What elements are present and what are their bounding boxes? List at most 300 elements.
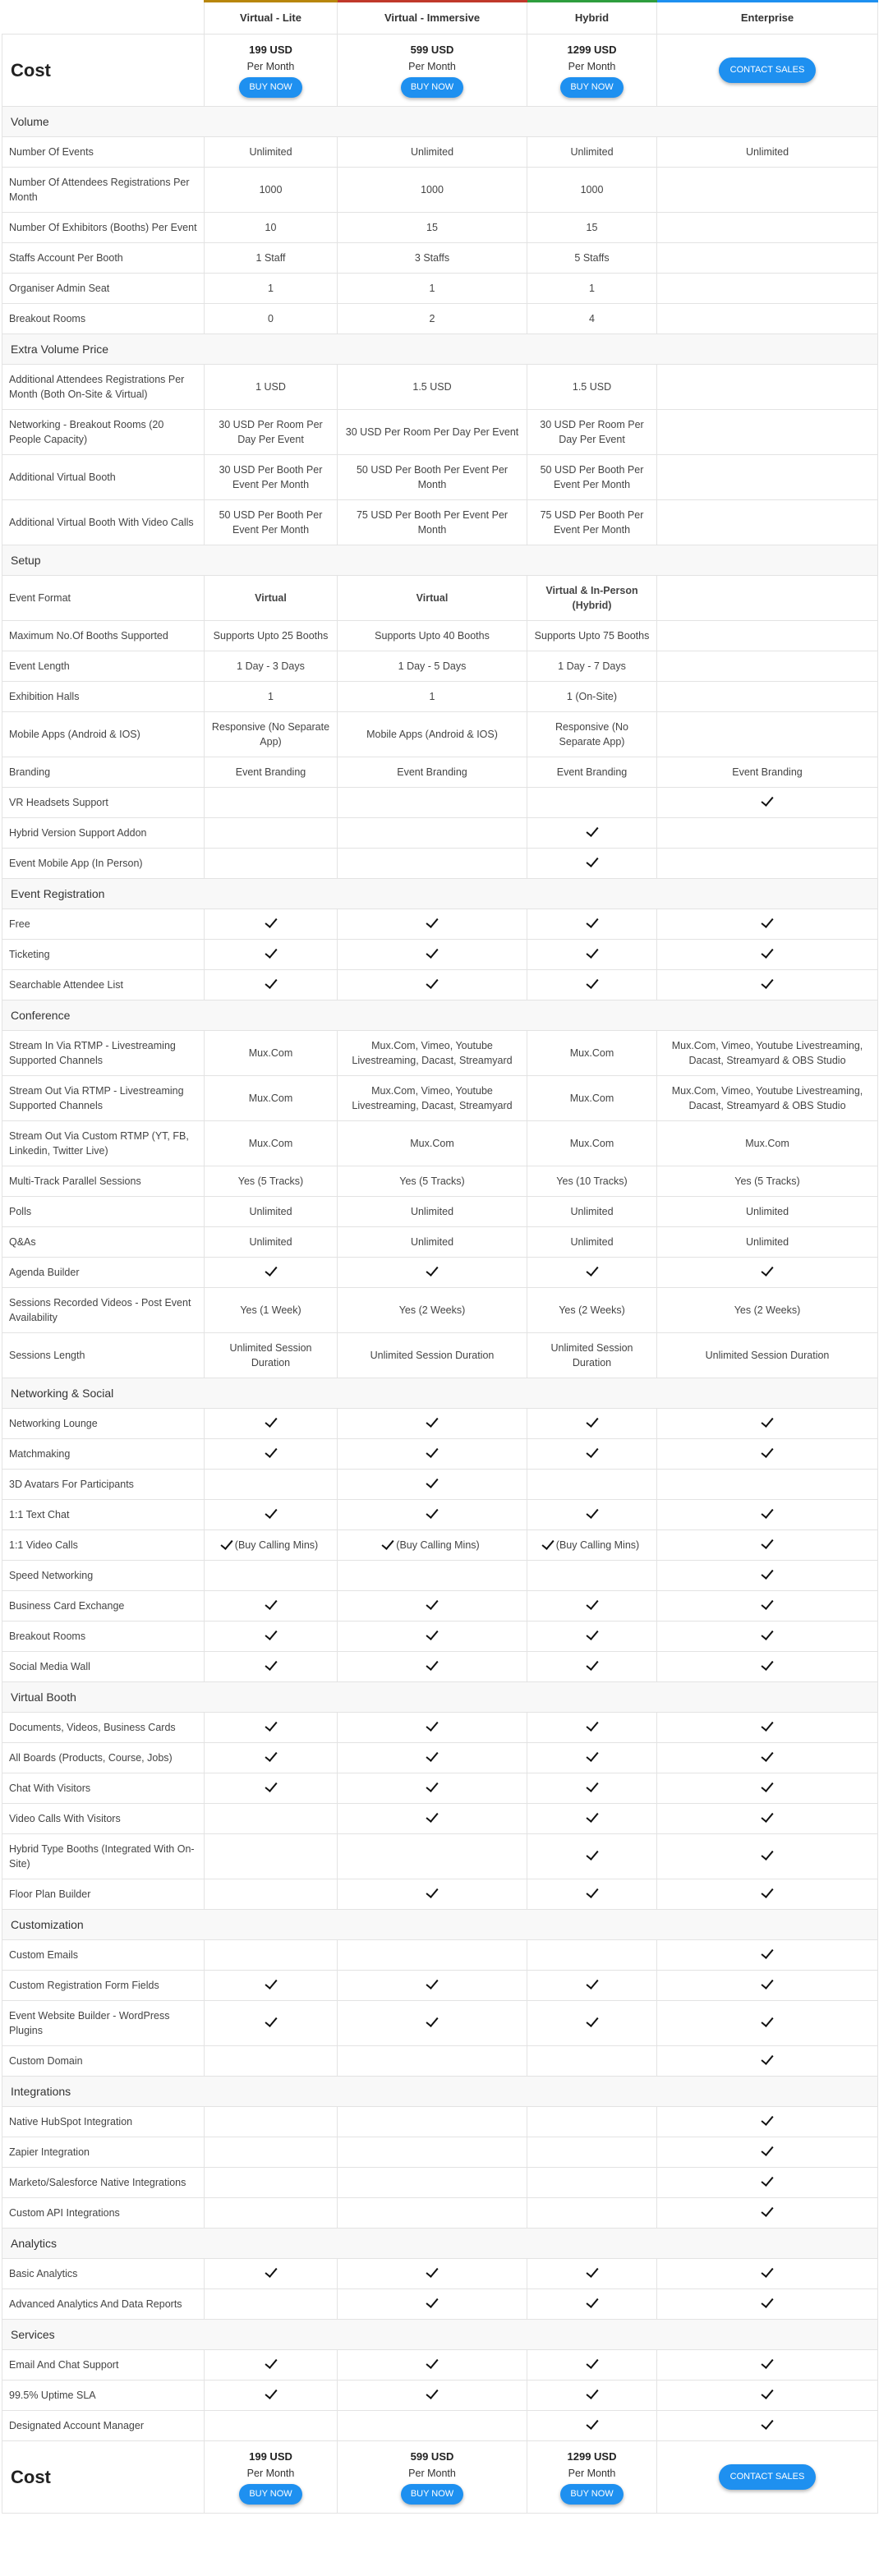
check-icon [586, 854, 598, 867]
feature-value-lite: 1 Day - 3 Days [205, 651, 338, 682]
feature-label: Event Length [2, 651, 205, 682]
cost-row-bottom [2, 2441, 878, 2514]
feature-value-lite [205, 2350, 338, 2380]
check-icon [586, 1810, 598, 1823]
feature-value-hybrid: Unlimited [527, 137, 657, 168]
check-with-note [384, 1538, 479, 1552]
feature-label: Speed Networking [2, 1561, 205, 1591]
feature-label: Number Of Events [2, 137, 205, 168]
feature-value-hybrid [527, 1834, 657, 1879]
feature-row [2, 1773, 878, 1804]
feature-label: Event Mobile App (In Person) [2, 849, 205, 879]
feature-value-hybrid [527, 1258, 657, 1288]
check-icon [541, 1537, 554, 1550]
section-header-row [2, 2077, 878, 2107]
feature-value-immersive [338, 2107, 527, 2137]
check-icon [426, 2356, 438, 2369]
feature-value-lite [205, 818, 338, 849]
feature-label: Advanced Analytics And Data Reports [2, 2289, 205, 2320]
feature-label: Native HubSpot Integration [2, 2107, 205, 2137]
check-icon [586, 1506, 598, 1519]
feature-row [2, 1743, 878, 1773]
feature-value-immersive [338, 1439, 527, 1470]
check-icon [761, 2014, 773, 2027]
feature-value-hybrid [527, 2137, 657, 2168]
feature-value-enterprise [657, 168, 878, 213]
feature-row [2, 2289, 878, 2320]
feature-value-lite [205, 1470, 338, 1500]
buy-now-button-hybrid[interactable]: BUY NOW [560, 2484, 623, 2505]
period-immersive: Per Month [408, 2468, 456, 2479]
feature-value-lite [205, 1500, 338, 1530]
feature-value-immersive: 1000 [338, 168, 527, 213]
check-icon [761, 1885, 773, 1898]
feature-value-immersive [338, 1804, 527, 1834]
feature-row [2, 2168, 878, 2198]
feature-label: Basic Analytics [2, 2259, 205, 2289]
feature-value-enterprise [657, 213, 878, 243]
feature-label: Floor Plan Builder [2, 1879, 205, 1910]
feature-value-lite: Unlimited [205, 1227, 338, 1258]
feature-row [2, 1500, 878, 1530]
section-header-row [2, 879, 878, 909]
check-icon [761, 2052, 773, 2065]
feature-value-hybrid [527, 940, 657, 970]
feature-label: 1:1 Video Calls [2, 1530, 205, 1561]
feature-value-hybrid [527, 2168, 657, 2198]
feature-value-enterprise [657, 1409, 878, 1439]
feature-value-enterprise [657, 682, 878, 712]
check-icon [761, 976, 773, 989]
feature-row [2, 304, 878, 334]
feature-value-enterprise [657, 2168, 878, 2198]
feature-label: Stream Out Via RTMP - Livestreaming Supported Channels [2, 1076, 205, 1121]
feature-value-hybrid [527, 2001, 657, 2046]
section-title: Customization [2, 1910, 878, 1940]
feature-value-immersive [338, 1834, 527, 1879]
feature-label: Exhibition Halls [2, 682, 205, 712]
feature-value-immersive [338, 2380, 527, 2411]
feature-value-hybrid [527, 1743, 657, 1773]
section-title: Event Registration [2, 879, 878, 909]
plan-header-row [2, 2, 878, 34]
feature-row [2, 1713, 878, 1743]
feature-value-hybrid: Yes (10 Tracks) [527, 1166, 657, 1197]
feature-value-hybrid: Responsive (No Separate App) [527, 712, 657, 757]
feature-row [2, 1591, 878, 1622]
feature-value-immersive [338, 1971, 527, 2001]
feature-label: Sessions Recorded Videos - Post Event Availability [2, 1288, 205, 1333]
feature-value-lite [205, 1804, 338, 1834]
buy-now-button-lite[interactable]: BUY NOW [239, 2484, 301, 2505]
feature-value-immersive [338, 2137, 527, 2168]
feature-row [2, 1561, 878, 1591]
feature-value-lite: Unlimited [205, 1197, 338, 1227]
feature-row [2, 1834, 878, 1879]
feature-row [2, 651, 878, 682]
feature-value-hybrid [527, 1879, 657, 1910]
check-icon [426, 1810, 438, 1823]
feature-value-lite: 1 Staff [205, 243, 338, 274]
feature-value-hybrid [527, 849, 657, 879]
feature-value-enterprise [657, 274, 878, 304]
feature-value-hybrid: Unlimited [527, 1227, 657, 1258]
feature-value-lite [205, 1652, 338, 1682]
feature-value-enterprise [657, 788, 878, 818]
check-with-note [223, 1538, 318, 1552]
feature-label: Branding [2, 757, 205, 788]
feature-value-lite: Mux.Com [205, 1076, 338, 1121]
feature-value-hybrid: Unlimited [527, 1197, 657, 1227]
feature-value-hybrid: 1 (On-Site) [527, 682, 657, 712]
check-icon [265, 1976, 277, 1990]
feature-label: Networking - Breakout Rooms (20 People Capacity) [2, 410, 205, 455]
check-icon [426, 976, 438, 989]
feature-value-immersive [338, 1470, 527, 1500]
feature-row [2, 909, 878, 940]
check-icon [426, 1885, 438, 1898]
feature-value-immersive [338, 2411, 527, 2441]
feature-row [2, 576, 878, 621]
check-icon [586, 1718, 598, 1732]
feature-label: Custom API Integrations [2, 2198, 205, 2229]
feature-row [2, 1076, 878, 1121]
feature-value-enterprise: Unlimited [657, 137, 878, 168]
check-icon [265, 2265, 277, 2278]
feature-label: Additional Attendees Registrations Per Month (Both On-Site & Virtual) [2, 365, 205, 410]
feature-value-lite: Mux.Com [205, 1121, 338, 1166]
cost-cell-lite [205, 34, 338, 107]
feature-value-immersive [338, 2198, 527, 2229]
feature-label: Maximum No.Of Booths Supported [2, 621, 205, 651]
feature-value-immersive: 1 [338, 274, 527, 304]
section-title: Conference [2, 1000, 878, 1031]
feature-row [2, 2350, 878, 2380]
cost-cell-enterprise [657, 2441, 878, 2514]
cost-row-top [2, 34, 878, 107]
check-icon [426, 1749, 438, 1762]
feature-value-immersive: 3 Staffs [338, 243, 527, 274]
feature-value-lite [205, 2001, 338, 2046]
check-icon [761, 2113, 773, 2126]
feature-value-enterprise [657, 1591, 878, 1622]
section-header-row [2, 1910, 878, 1940]
price-immersive: 599 USD [410, 44, 454, 56]
section-title: Virtual Booth [2, 1682, 878, 1713]
section-header-row [2, 545, 878, 576]
feature-label: Additional Virtual Booth [2, 455, 205, 500]
feature-value-enterprise [657, 1743, 878, 1773]
feature-value-enterprise [657, 500, 878, 545]
check-icon [220, 1537, 232, 1550]
feature-row [2, 712, 878, 757]
contact-sales-button[interactable]: CONTACT SALES [719, 58, 817, 83]
feature-value-lite [205, 2107, 338, 2137]
feature-value-enterprise [657, 2107, 878, 2137]
feature-value-enterprise [657, 1470, 878, 1500]
feature-row [2, 2001, 878, 2046]
feature-value-lite: Event Branding [205, 757, 338, 788]
feature-value-hybrid [527, 788, 657, 818]
feature-value-lite [205, 849, 338, 879]
check-icon [761, 2204, 773, 2217]
check-icon [426, 2014, 438, 2027]
check-icon [761, 1718, 773, 1732]
period-lite: Per Month [246, 61, 295, 72]
feature-value-hybrid: 15 [527, 213, 657, 243]
check-icon [761, 1946, 773, 1959]
check-icon [265, 1414, 277, 1428]
feature-value-lite [205, 2411, 338, 2441]
feature-value-enterprise [657, 1258, 878, 1288]
check-icon [761, 945, 773, 959]
feature-value-lite [205, 2168, 338, 2198]
feature-label: Event Website Builder - WordPress Plugins [2, 2001, 205, 2046]
feature-value-lite [205, 1834, 338, 1879]
feature-value-hybrid: Mux.Com [527, 1076, 657, 1121]
feature-value-lite: 1 USD [205, 365, 338, 410]
feature-row [2, 1652, 878, 1682]
feature-value-immersive [338, 970, 527, 1000]
feature-value-enterprise [657, 455, 878, 500]
check-icon [586, 915, 598, 928]
feature-value-immersive: 30 USD Per Room Per Day Per Event [338, 410, 527, 455]
feature-value-immersive [338, 1773, 527, 1804]
feature-value-enterprise [657, 1804, 878, 1834]
feature-value-lite: Virtual [205, 576, 338, 621]
feature-label: Email And Chat Support [2, 2350, 205, 2380]
feature-value-lite: 0 [205, 304, 338, 334]
feature-value-hybrid [527, 1591, 657, 1622]
feature-value-enterprise [657, 1713, 878, 1743]
feature-row [2, 274, 878, 304]
check-icon [761, 915, 773, 928]
check-icon [586, 976, 598, 989]
check-icon [586, 2386, 598, 2399]
price-immersive: 599 USD [410, 2450, 454, 2463]
feature-value-enterprise: Mux.Com [657, 1121, 878, 1166]
feature-value-immersive [338, 1561, 527, 1591]
feature-value-enterprise [657, 576, 878, 621]
period-lite: Per Month [246, 2468, 295, 2479]
feature-value-enterprise: Yes (5 Tracks) [657, 1166, 878, 1197]
check-icon [265, 1779, 277, 1792]
feature-value-immersive: Event Branding [338, 757, 527, 788]
buy-now-button-hybrid[interactable]: BUY NOW [560, 77, 623, 98]
price-hybrid: 1299 USD [567, 2450, 617, 2463]
check-icon [761, 1597, 773, 1610]
feature-label: Video Calls With Visitors [2, 1804, 205, 1834]
feature-value-hybrid [527, 1500, 657, 1530]
check-icon [586, 1847, 598, 1861]
feature-row [2, 1470, 878, 1500]
feature-value-hybrid [527, 2107, 657, 2137]
section-header-row [2, 2229, 878, 2259]
feature-value-enterprise [657, 2198, 878, 2229]
feature-value-enterprise [657, 1879, 878, 1910]
feature-value-lite: Yes (5 Tracks) [205, 1166, 338, 1197]
feature-label: 99.5% Uptime SLA [2, 2380, 205, 2411]
price-lite: 199 USD [249, 44, 292, 56]
feature-value-hybrid [527, 2380, 657, 2411]
feature-value-immersive [338, 1258, 527, 1288]
check-icon [426, 2295, 438, 2308]
feature-value-enterprise [657, 1773, 878, 1804]
feature-row [2, 2107, 878, 2137]
check-note: (Buy Calling Mins) [396, 1539, 480, 1551]
feature-label: Hybrid Version Support Addon [2, 818, 205, 849]
cost-label: Cost [2, 34, 205, 107]
check-icon [761, 1566, 773, 1580]
feature-value-enterprise [657, 2380, 878, 2411]
check-icon [426, 1658, 438, 1671]
feature-value-enterprise [657, 304, 878, 334]
feature-value-immersive [338, 2168, 527, 2198]
check-icon [761, 1658, 773, 1671]
pricing-comparison-table [2, 0, 878, 2514]
buy-now-button-lite[interactable]: BUY NOW [239, 77, 301, 98]
feature-label: Organiser Admin Seat [2, 274, 205, 304]
feature-value-hybrid [527, 1940, 657, 1971]
feature-value-hybrid: 1 [527, 274, 657, 304]
feature-value-enterprise: Unlimited [657, 1227, 878, 1258]
check-icon [265, 2014, 277, 2027]
check-icon [761, 2295, 773, 2308]
feature-value-enterprise [657, 1940, 878, 1971]
feature-value-lite: Responsive (No Separate App) [205, 712, 338, 757]
feature-value-lite [205, 1561, 338, 1591]
feature-value-lite [205, 2380, 338, 2411]
feature-label: All Boards (Products, Course, Jobs) [2, 1743, 205, 1773]
feature-value-immersive: 1 [338, 682, 527, 712]
feature-value-immersive [338, 1530, 527, 1561]
feature-label: Chat With Visitors [2, 1773, 205, 1804]
feature-value-enterprise [657, 1622, 878, 1652]
check-icon [586, 1627, 598, 1640]
plan-header-immersive: Virtual - Immersive [338, 2, 527, 34]
feature-value-immersive [338, 940, 527, 970]
feature-value-hybrid [527, 1409, 657, 1439]
section-title: Extra Volume Price [2, 334, 878, 365]
check-icon [265, 2356, 277, 2369]
feature-row [2, 757, 878, 788]
section-header-row [2, 1378, 878, 1409]
check-icon [586, 1414, 598, 1428]
check-icon [586, 1658, 598, 1671]
feature-label: VR Headsets Support [2, 788, 205, 818]
feature-label: Searchable Attendee List [2, 970, 205, 1000]
feature-value-enterprise [657, 1500, 878, 1530]
feature-value-enterprise [657, 365, 878, 410]
feature-value-enterprise: Mux.Com, Vimeo, Youtube Livestreaming, Dacast, Streamyard & OBS Studio [657, 1076, 878, 1121]
feature-row [2, 1971, 878, 2001]
check-icon [761, 2265, 773, 2278]
check-icon [426, 915, 438, 928]
feature-value-lite [205, 1713, 338, 1743]
feature-value-immersive [338, 818, 527, 849]
check-icon [586, 2295, 598, 2308]
feature-value-hybrid [527, 2259, 657, 2289]
feature-value-immersive [338, 1652, 527, 1682]
feature-label: Marketo/Salesforce Native Integrations [2, 2168, 205, 2198]
feature-value-lite [205, 2046, 338, 2077]
feature-value-hybrid: 75 USD Per Booth Per Event Per Month [527, 500, 657, 545]
feature-value-hybrid [527, 1713, 657, 1743]
section-title: Setup [2, 545, 878, 576]
feature-value-immersive: Unlimited [338, 1197, 527, 1227]
feature-value-hybrid [527, 1561, 657, 1591]
feature-value-immersive: 2 [338, 304, 527, 334]
check-icon [586, 1779, 598, 1792]
feature-row [2, 1258, 878, 1288]
feature-value-immersive [338, 2001, 527, 2046]
feature-label: Q&As [2, 1227, 205, 1258]
check-icon [761, 2417, 773, 2430]
check-icon [426, 1263, 438, 1276]
check-icon [265, 2386, 277, 2399]
feature-label: Number Of Attendees Registrations Per Month [2, 168, 205, 213]
check-icon [761, 1779, 773, 1792]
feature-row [2, 849, 878, 879]
feature-value-hybrid [527, 818, 657, 849]
check-icon [265, 1263, 277, 1276]
check-icon [265, 1749, 277, 1762]
feature-value-lite [205, 2259, 338, 2289]
feature-value-lite [205, 940, 338, 970]
feature-value-enterprise: Unlimited Session Duration [657, 1333, 878, 1378]
feature-row [2, 137, 878, 168]
feature-value-enterprise [657, 2411, 878, 2441]
cost-label: Cost [2, 2441, 205, 2514]
feature-value-hybrid: Supports Upto 75 Booths [527, 621, 657, 651]
feature-value-enterprise [657, 2046, 878, 2077]
feature-value-lite: Yes (1 Week) [205, 1288, 338, 1333]
feature-value-lite: Mux.Com [205, 1031, 338, 1076]
section-title: Analytics [2, 2229, 878, 2259]
feature-row [2, 213, 878, 243]
check-icon [761, 2386, 773, 2399]
feature-value-hybrid: Event Branding [527, 757, 657, 788]
feature-value-enterprise [657, 1652, 878, 1682]
feature-value-immersive [338, 1940, 527, 1971]
feature-row [2, 2046, 878, 2077]
feature-value-immersive [338, 849, 527, 879]
feature-label: Number Of Exhibitors (Booths) Per Event [2, 213, 205, 243]
feature-value-enterprise [657, 1530, 878, 1561]
check-icon [426, 1597, 438, 1610]
feature-label: Stream Out Via Custom RTMP (YT, FB, Linkedin, Twitter Live) [2, 1121, 205, 1166]
buy-now-button-immersive[interactable]: BUY NOW [401, 2484, 463, 2505]
feature-value-lite: Unlimited [205, 137, 338, 168]
feature-value-lite [205, 788, 338, 818]
buy-now-button-immersive[interactable]: BUY NOW [401, 77, 463, 98]
feature-label: Free [2, 909, 205, 940]
feature-row [2, 1227, 878, 1258]
check-icon [586, 2265, 598, 2278]
period-hybrid: Per Month [568, 61, 616, 72]
feature-value-enterprise: Yes (2 Weeks) [657, 1288, 878, 1333]
check-icon [586, 1976, 598, 1990]
feature-value-immersive: Virtual [338, 576, 527, 621]
feature-row [2, 1409, 878, 1439]
feature-value-enterprise [657, 621, 878, 651]
feature-value-immersive: 75 USD Per Booth Per Event Per Month [338, 500, 527, 545]
feature-value-lite [205, 2198, 338, 2229]
contact-sales-button[interactable]: CONTACT SALES [719, 2464, 817, 2490]
cost-cell-immersive [338, 2441, 527, 2514]
check-icon [586, 945, 598, 959]
feature-value-lite [205, 1258, 338, 1288]
